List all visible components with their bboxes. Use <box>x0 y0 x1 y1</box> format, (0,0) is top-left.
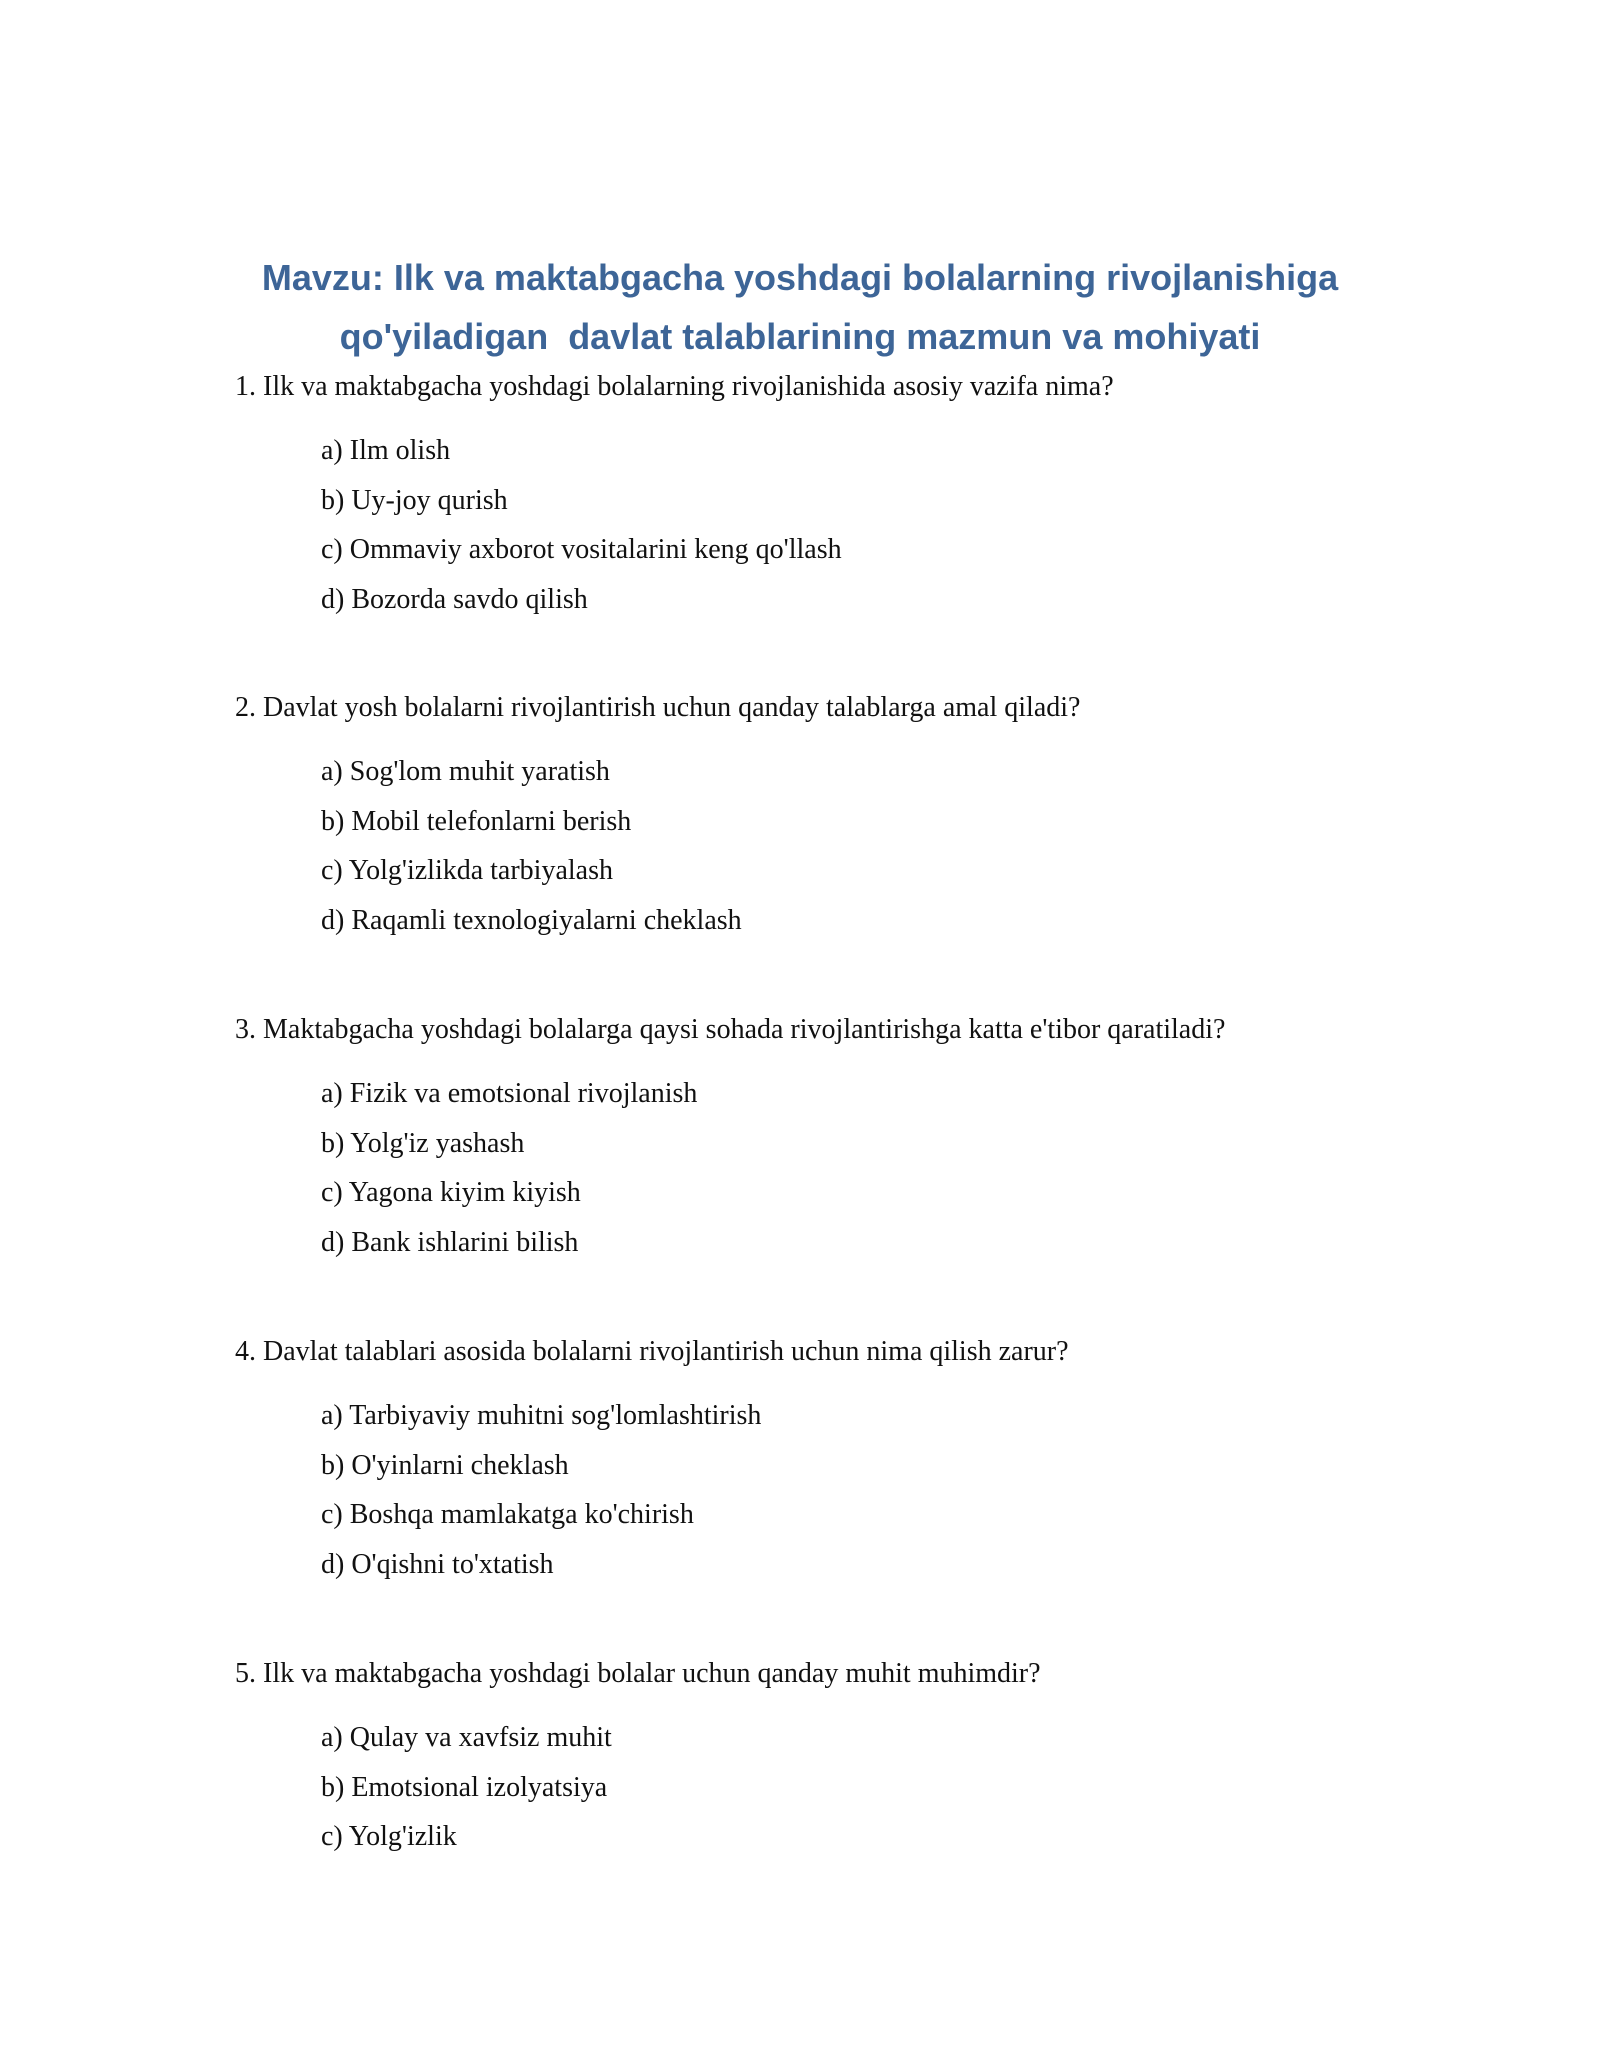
question-3 <box>235 1012 1435 1267</box>
answer-option: d) O'qishni to'xtatish <box>321 1548 554 1580</box>
question-text: 3. Maktabgacha yoshdagi bolalarga qaysi sohada rivojlantirishga katta e'tibor qaratiladi? <box>235 1014 1226 1045</box>
title-line-2: qo'yiladigan davlat talablarining mazmun va mohiyati <box>339 316 1261 357</box>
answer-option: c) Yagona kiyim kiyish <box>321 1177 581 1208</box>
question-5 <box>235 1656 1435 1862</box>
question-text: 5. Ilk va maktabgacha yoshdagi bolalar uchun qanday muhit muhimdir? <box>235 1658 1041 1689</box>
question-1 <box>235 369 1435 624</box>
answer-options <box>321 1391 1435 1589</box>
answer-option: a) Sog'lom muhit yaratish <box>321 756 610 787</box>
question-text: 4. Davlat talablari asosida bolalarni rivojlantirish uchun nima qilish zarur? <box>235 1336 1069 1367</box>
answer-option: b) Uy-joy qurish <box>321 484 508 516</box>
answer-option: c) Yolg'izlik <box>321 1821 457 1852</box>
question-4 <box>235 1334 1435 1589</box>
answer-option: d) Bozorda savdo qilish <box>321 583 588 615</box>
answer-option: a) Tarbiyaviy muhitni sog'lomlashtirish <box>321 1400 762 1431</box>
question-text: 2. Davlat yosh bolalarni rivojlantirish uchun qanday talablarga amal qiladi? <box>235 692 1081 723</box>
answer-options <box>321 426 1435 624</box>
answer-option: c) Ommaviy axborot vositalarini keng qo'llash <box>321 534 842 565</box>
answer-option: d) Raqamli texnologiyalarni cheklash <box>321 904 742 936</box>
answer-option: b) Mobil telefonlarni berish <box>321 805 632 837</box>
question-text: 1. Ilk va maktabgacha yoshdagi bolalarning rivojlanishida asosiy vazifa nima? <box>235 371 1114 402</box>
answer-options <box>321 747 1435 945</box>
answer-options <box>321 1069 1435 1267</box>
page-title <box>200 248 1400 366</box>
answer-option: b) Emotsional izolyatsiya <box>321 1771 608 1803</box>
answer-option: a) Fizik va emotsional rivojlanish <box>321 1078 698 1109</box>
answer-option: a) Qulay va xavfsiz muhit <box>321 1722 612 1753</box>
answer-option: c) Boshqa mamlakatga ko'chirish <box>321 1499 694 1530</box>
answer-option: b) O'yinlarni cheklash <box>321 1449 569 1481</box>
answer-options <box>321 1713 1435 1862</box>
answer-option: b) Yolg'iz yashash <box>321 1127 525 1159</box>
answer-option: c) Yolg'izlikda tarbiyalash <box>321 855 613 886</box>
title-line-1: Mavzu: Ilk va maktabgacha yoshdagi bolalarning rivojlanishiga <box>261 257 1339 298</box>
question-2 <box>235 690 1435 945</box>
answer-option: a) Ilm olish <box>321 435 451 466</box>
answer-option: d) Bank ishlarini bilish <box>321 1226 579 1258</box>
